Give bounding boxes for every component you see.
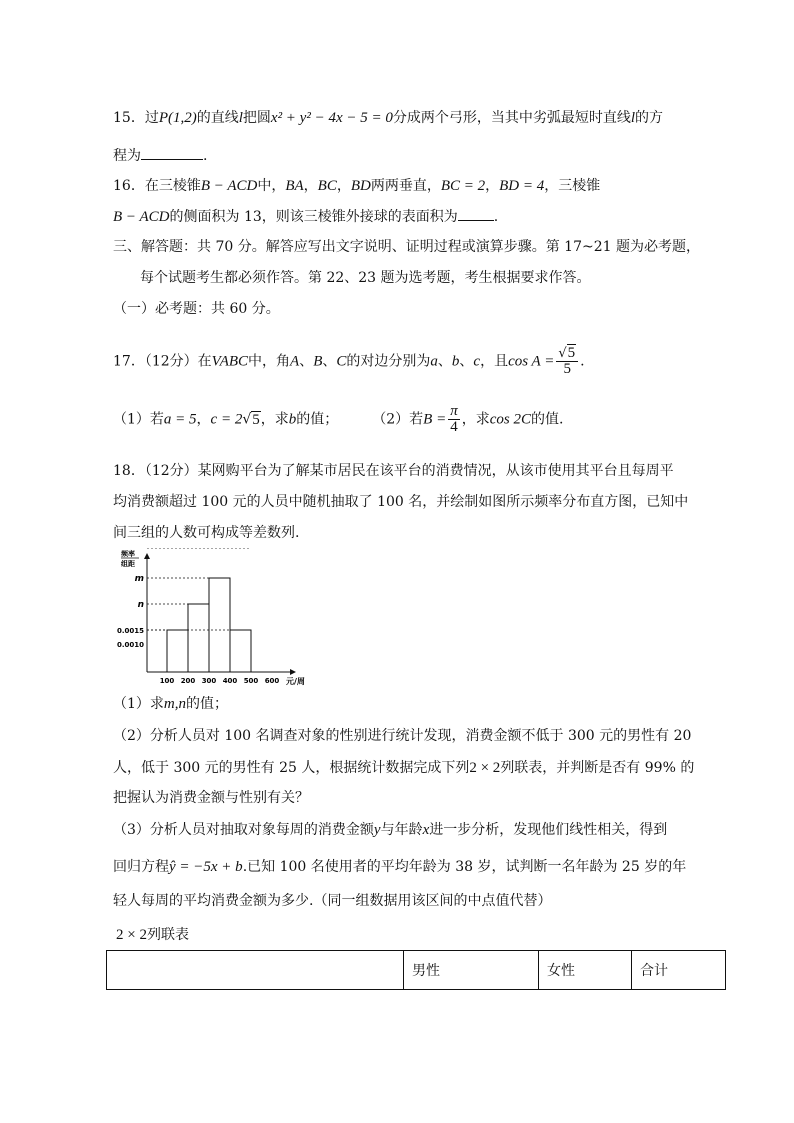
q18-var-y: y	[373, 822, 381, 838]
table-caption-2x2: 2 × 2	[116, 927, 147, 943]
q17-angle-c: C	[336, 353, 347, 370]
q15-text: 程为	[113, 148, 141, 164]
q18-text: 与年龄	[380, 822, 423, 838]
q16-line-2	[113, 206, 498, 227]
q17-text: 的值；	[296, 411, 339, 428]
q16-text: 的侧面积为 13，则该三棱锥外接球的表面积为	[169, 209, 458, 225]
histogram-bar	[167, 630, 188, 672]
q18-part2-line-3: 把握认为消费金额与性别有关？	[113, 790, 309, 806]
q17-side-b: b	[451, 353, 460, 370]
q17-text: ，且	[480, 353, 509, 370]
q18-line-2: 均消费额超过 100 元的人员中随机抽取了 100 名，并绘制如图所示频率分布直方图，已知中	[113, 494, 689, 510]
q17-text: （12分）在	[144, 353, 212, 370]
q15-text: 把圆	[242, 110, 271, 126]
y-axis-label-line1: 频率	[121, 550, 135, 558]
q15-line-2	[113, 145, 207, 166]
q16-edge-bc: BC	[317, 178, 337, 194]
q16-text: ，	[336, 178, 351, 194]
q17-cos-numerator: 5	[567, 345, 576, 361]
histogram-bars	[167, 578, 251, 672]
q16-text: .	[493, 209, 499, 225]
q17-part2-label: （2）若	[372, 411, 424, 428]
q17-text: .	[580, 353, 585, 370]
section3-required: （一）必考题：共 60 分。	[113, 301, 280, 317]
q17-cos-a: cos A =	[508, 353, 555, 370]
q18-text: 进一步分析，发现他们线性相关，得到	[429, 822, 668, 838]
x-axis-label: 元/周	[286, 677, 305, 686]
section3-line-1: 三、解答题：共 70 分。解答应写出文字说明、证明过程或演算步骤。第 17~21 题为必考题，	[113, 239, 700, 255]
q17-triangle: VABC	[211, 353, 249, 370]
q18-var-x: x	[422, 822, 430, 838]
q17-part1-c-radicand: 5	[252, 411, 260, 428]
q16-text: 两两垂直，	[370, 178, 441, 194]
q16-line-1	[113, 176, 600, 196]
x-tick-label: 200	[180, 677, 196, 685]
q17-angle-b: B	[313, 353, 323, 370]
contingency-table	[106, 950, 726, 990]
q18-text: （1）求	[113, 696, 164, 712]
q17-text: ，求	[461, 411, 490, 428]
q17-text: 的值.	[530, 411, 564, 428]
q18-part3-line-3: 轻人每周的平均消费金额为多少.（同一组数据用该区间的中点值代替）	[113, 893, 552, 909]
y-axis-label-line2: 组距	[121, 560, 135, 568]
q18-part2-line-2	[113, 758, 694, 778]
x-tick-label: 400	[222, 677, 238, 685]
q15-text: 的直线	[196, 110, 239, 126]
q17-pi-fraction	[448, 404, 460, 435]
histogram-guides	[147, 548, 251, 630]
q17-cos-denominator: 5	[563, 361, 571, 377]
q16-number: 16．	[113, 178, 145, 194]
q17-cos-fraction: $\frac{√5}{5}$	[556, 346, 578, 377]
q17-pi-numerator: π	[450, 403, 458, 419]
table-header-cell: 男性	[404, 951, 539, 990]
q16-tetrahedron: B − ACD	[200, 178, 258, 194]
q15-line-l: l	[630, 110, 636, 126]
q18-text: 的值；	[186, 696, 229, 712]
q15-text: 过	[144, 110, 159, 126]
q17-text: 中，角	[248, 353, 291, 370]
q18-regression-equation: ŷ = −5x + b	[169, 859, 243, 875]
q16-answer-blank[interactable]	[458, 206, 494, 221]
q17-pi-denominator: 4	[450, 419, 458, 435]
q16-text: 在三棱锥	[144, 178, 201, 194]
q17-text: 、	[299, 353, 314, 370]
q17-number: 17．	[113, 353, 145, 370]
q15-text: 分成两个弓形，当其中劣弧最短时直线	[392, 110, 631, 126]
q16-text: ，	[485, 178, 500, 194]
q18-text: 回归方程	[113, 859, 169, 875]
q17-text: 、	[437, 353, 452, 370]
histogram-bar	[209, 578, 230, 672]
q17-parts: （1）若a = 5，c = 2√5，求b的值； （2）若B = $\frac{\pi}{4}$ ，求cos 2C的值.	[113, 403, 564, 435]
q17-text: ，求	[260, 411, 289, 428]
x-tick-label: 100	[159, 677, 175, 685]
q16-edge-bd: BD	[350, 178, 371, 194]
q18-line-3: 间三组的人数可构成等差数列.	[113, 525, 300, 541]
x-tick-label: 600	[264, 677, 280, 685]
x-tick-label: 300	[201, 677, 217, 685]
q17-part1-c: c = 2	[210, 411, 243, 428]
q18-text: 列联表，并判断是否有 99% 的	[500, 760, 695, 776]
q15-circle-equation: x² + y² − 4x − 5 = 0	[270, 110, 393, 126]
table-header-cell: 女性	[539, 951, 632, 990]
q17-text: 的对边分别为	[346, 353, 431, 370]
q18-text: .已知 100 名使用者的平均年龄为 38 岁，试判断一名年龄为 25 岁的年	[242, 859, 687, 875]
y-tick-label: m	[134, 574, 144, 584]
x-tick-label: 500	[243, 677, 259, 685]
q17-part2-cos2c: cos 2C	[489, 411, 531, 428]
section3-line-2: 每个试题考生都必须作答。第 22、23 题为选考题，考生根据要求作答。	[140, 270, 591, 286]
q16-tetrahedron: B − ACD	[113, 209, 170, 225]
histogram-bar	[188, 604, 209, 672]
q18-2x2: 2 × 2	[469, 760, 501, 776]
q16-bd-value: BD = 4	[499, 178, 545, 194]
table-header-row	[107, 951, 726, 990]
q16-text: ，三棱锥	[544, 178, 601, 194]
q15-line-l: l	[238, 110, 243, 126]
y-tick-label: n	[137, 600, 144, 610]
histogram-y-ticks	[117, 574, 144, 649]
q15-point: P(1,2)	[158, 110, 197, 126]
q17-line-1	[113, 346, 585, 377]
table-header-cell	[107, 951, 404, 990]
table-header-cell: 合计	[632, 951, 726, 990]
q17-side-c: c	[473, 353, 481, 370]
q17-part2-b: B =	[423, 411, 447, 428]
q16-edge-ba: BA	[285, 178, 304, 194]
q18-text: 人，低于 300 元的男性有 25 人，根据统计数据完成下列	[113, 760, 470, 776]
q15-line-1	[113, 108, 663, 128]
q16-text: 中，	[257, 178, 286, 194]
histogram-axes	[147, 556, 293, 672]
q18-part1	[113, 694, 228, 714]
q18-line-1: 18．（12分）某网购平台为了解某市居民在该平台的消费情况，从该市使用其平台且每周平	[113, 463, 674, 479]
table-caption	[116, 925, 189, 945]
q18-text: （3）分析人员对抽取对象每周的消费金额	[113, 822, 374, 838]
q16-text: ，	[303, 178, 318, 194]
q17-part1-b: b	[288, 411, 297, 428]
q15-text: .	[203, 148, 208, 164]
q18-mn: m,n	[163, 696, 187, 712]
y-tick-label: 0.0015	[116, 627, 144, 635]
q17-side-a: a	[430, 353, 438, 370]
q17-text: 、	[459, 353, 474, 370]
table-caption-text: 列联表	[146, 927, 189, 943]
q18-part3-line-2	[113, 857, 686, 877]
y-tick-label: 0.0010	[116, 641, 144, 649]
q17-part1-a: a = 5	[163, 411, 197, 428]
histogram-x-ticks	[160, 677, 280, 685]
q15-answer-blank[interactable]	[141, 145, 203, 160]
q18-part3-line-1	[113, 820, 667, 840]
q16-bc-value: BC = 2	[440, 178, 486, 194]
q17-part1-label: （1）若	[113, 411, 164, 428]
q17-text: 、	[322, 353, 337, 370]
q18-part2-line-1: （2）分析人员对 100 名调查对象的性别进行统计发现，消费金额不低于 300 元的男性有 20	[113, 728, 692, 744]
q17-angle-a: A	[290, 353, 300, 370]
histogram-bar	[230, 630, 251, 672]
q15-number: 15．	[113, 110, 145, 126]
frequency-histogram	[115, 548, 315, 688]
q15-text: 的方	[635, 110, 664, 126]
